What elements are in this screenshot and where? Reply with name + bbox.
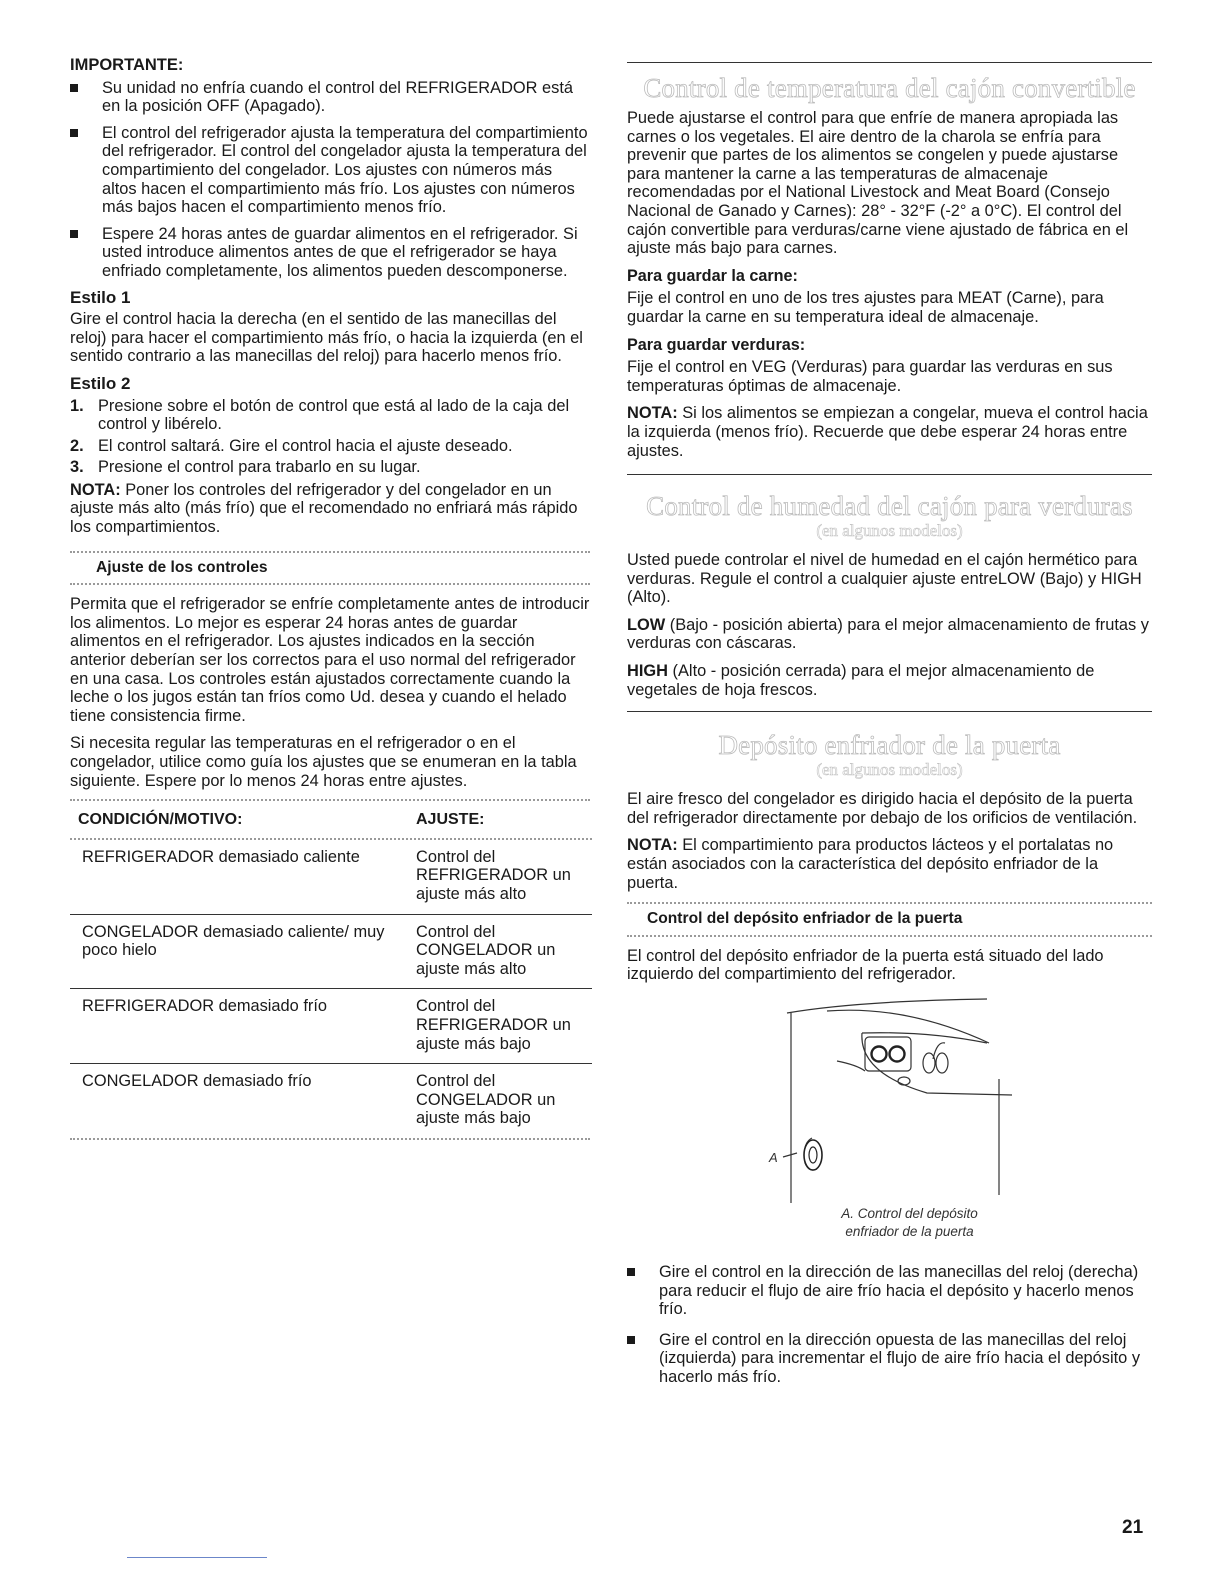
importante-list	[70, 79, 590, 281]
step-text: Presione sobre el botón de control que está al lado de la caja del control y libérelo.	[98, 396, 570, 434]
dotted-divider	[70, 1138, 590, 1140]
section-rule	[627, 711, 1152, 712]
table-row	[70, 1064, 592, 1138]
table-row	[70, 840, 592, 914]
right-column	[627, 62, 1152, 1395]
control-deposito-text: El control del depósito enfriador de la puerta está situado del lado izquierdo del compartimiento del refrigerador.	[627, 946, 1104, 984]
humedad-high	[627, 662, 1152, 699]
estilo2-step-2	[70, 437, 590, 456]
door-bin-diagram	[627, 993, 1152, 1203]
table-cell-adjustment: Control del REFRIGERADOR un ajuste más alto	[416, 847, 571, 903]
note-text: El compartimiento para productos lácteos y el portalatas no están asociados con la característica del depósito enfriador de la puerta.	[627, 836, 1114, 892]
note-label: NOTA:	[70, 480, 121, 499]
table-row	[70, 989, 592, 1064]
table-cell-adjustment: Control del CONGELADOR un ajuste más bajo	[408, 1064, 592, 1138]
estilo2-step-3	[70, 458, 590, 477]
carne-text: Fije el control en uno de los tres ajustes para MEAT (Carne), para guardar la carne en su temperatura ideal de almacenaje.	[627, 289, 1104, 326]
deposito-heading: Depósito enfriador de la puerta	[718, 730, 1061, 761]
humedad-low	[627, 616, 1152, 653]
table-header-adjustment: AJUSTE:	[416, 811, 485, 829]
ajuste-paragraph-1: Permita que el refrigerador se enfríe completamente antes de introducir los alimentos. Lo mejor es esperar 24 horas antes de guardar alimentos en el refrigerador. Los ajustes indicados en la sección anterior deberían ser los correctos para el uso normal del refrigerador en una casa. Los controles están ajustados correctamente cuando la leche o los jugos están tan fríos como Ud. desea y cuando el helado tiene consistencia firme.	[70, 595, 590, 725]
humedad-subtitle: (en algunos modelos)	[816, 521, 963, 541]
door-bin-control-figure	[627, 993, 1152, 1203]
dotted-divider	[70, 799, 590, 801]
verduras-text: Fije el control en VEG (Verduras) para guardar las verduras en sus temperaturas óptimas de almacenaje.	[627, 358, 1113, 395]
left-column	[70, 56, 590, 1140]
control-deposito-bullet-1: Gire el control en la dirección de las manecillas del reloj (derecha) para reducir el flujo de aire frío hacia el depósito y hacerlo menos frío.	[627, 1263, 1152, 1319]
section-rule	[627, 62, 1152, 63]
ajuste-paragraph-2: Si necesita regular las temperaturas en el refrigerador o en el congelador, utilice como guía los ajustes que se enumeran en la tabla siguiente. Espere por lo menos 24 horas entre ajustes.	[70, 734, 577, 790]
humedad-text: Usted puede controlar el nivel de humedad en el cajón hermético para verduras. Regule el control a cualquier ajuste entreLOW (Bajo) y HIGH (Alto).	[627, 551, 1142, 607]
carne-heading: Para guardar la carne:	[627, 266, 798, 285]
estilo1-text: Gire el control hacia la derecha (en el sentido de las manecillas del reloj) para hacer el compartimiento más frío, o hacia la izquierda (en el sentido contrario a las manecillas del reloj) para hacerlo menos frío.	[70, 310, 583, 366]
footer-line	[127, 1557, 267, 1558]
table-cell-condition: REFRIGERADOR demasiado caliente	[82, 847, 360, 866]
note-label: NOTA:	[627, 836, 678, 855]
table-row	[70, 914, 592, 989]
estilo2-steps	[70, 397, 590, 477]
table-header-row	[70, 805, 592, 838]
section-rule	[627, 474, 1152, 475]
table-cell-condition: CONGELADOR demasiado caliente/ muy poco hielo	[70, 914, 408, 989]
adjustment-table	[70, 805, 592, 1138]
figure-caption	[667, 1205, 1152, 1241]
importante-bullet-1: Su unidad no enfría cuando el control del REFRIGERADOR está en la posición OFF (Apagado).	[70, 79, 590, 116]
figure-label-a: A	[769, 1150, 778, 1165]
deposito-subtitle: (en algunos modelos)	[816, 760, 963, 780]
estilo1-heading: Estilo 1	[70, 287, 131, 307]
control-deposito-heading: Control del depósito enfriador de la puerta	[647, 910, 963, 928]
ajuste-heading: Ajuste de los controles	[96, 558, 268, 576]
high-label: HIGH	[627, 662, 668, 681]
note-text: Poner los controles del refrigerador y del congelador en un ajuste más alto (más frío) que el recomendado no enfriará más rápido los compartimientos.	[70, 480, 578, 537]
page-number: 21	[1122, 1517, 1144, 1538]
deposito-text: El aire fresco del congelador es dirigido hacia el depósito de la puerta del refrigerador directamente por debajo de los orificios de ventilación.	[627, 790, 1138, 827]
estilo2-step-1	[70, 397, 590, 434]
control-deposito-list	[627, 1263, 1152, 1387]
table-cell-adjustment: Control del REFRIGERADOR un ajuste más bajo	[408, 989, 592, 1064]
caption-line-2: enfriador de la puerta	[845, 1224, 974, 1239]
deposito-note	[627, 836, 1152, 892]
importante-heading: IMPORTANTE:	[70, 56, 184, 74]
low-text: (Bajo - posición abierta) para el mejor almacenamiento de frutas y verduras con cáscaras.	[627, 615, 1149, 653]
table-cell-condition: REFRIGERADOR demasiado frío	[70, 989, 408, 1064]
convertible-note	[627, 404, 1152, 460]
convertible-text: Puede ajustarse el control para que enfríe de manera apropiada las carnes o los vegetales. El aire dentro de la charola se enfría para prevenir que partes de los alimentos se congelen y puede ajustarse para mantener la carne a las temperaturas de almacenaje recomendadas por el National Livestock and Meat Board (Consejo Nacional de Ganado y Carnes): 28° - 32°F (-2° a 0°C). El control del cajón convertible para verduras/carne viene ajustado de fábrica en el ajuste más bajo para carnes.	[627, 109, 1129, 258]
step-text: El control saltará. Gire el control hacia el ajuste deseado.	[98, 436, 513, 455]
importante-bullet-3: Espere 24 horas antes de guardar alimentos en el refrigerador. Si usted introduce alimentos antes de que el refrigerador se haya enfriado completamente, los alimentos pueden descomponerse.	[70, 225, 590, 281]
high-text: (Alto - posición cerrada) para el mejor almacenamiento de vegetales de hoja frescos.	[627, 662, 1095, 699]
step-number: 1.	[70, 396, 84, 415]
dotted-divider	[627, 935, 1152, 937]
importante-bullet-2: El control del refrigerador ajusta la temperatura del compartimiento del refrigerador. El control del congelador ajusta la temperatura del compartimiento del congelador. Los ajustes con números más altos hacen el compartimiento más frío. Los ajustes con números más bajos hacen el compartimiento menos frío.	[70, 124, 590, 217]
estilo2-note	[70, 481, 590, 537]
convertible-heading: Control de temperatura del cajón convertible	[643, 73, 1136, 103]
caption-line-1: A. Control del depósito	[841, 1206, 978, 1221]
step-text: Presione el control para trabarlo en su lugar.	[98, 458, 421, 477]
control-deposito-bullet-2: Gire el control en la dirección opuesta de las manecillas del reloj (izquierda) para incrementar el flujo de aire frío hacia el depósito y hacerlo más frío.	[627, 1331, 1152, 1387]
step-number: 2.	[70, 436, 84, 455]
note-text: Si los alimentos se empiezan a congelar, mueva el control hacia la izquierda (menos frío). Recuerde que debe esperar 24 horas entre ajustes.	[627, 404, 1148, 460]
control-knob-icon	[872, 1047, 949, 1074]
estilo2-heading: Estilo 2	[70, 373, 131, 393]
note-label: NOTA:	[627, 404, 678, 423]
dotted-divider	[70, 583, 590, 585]
door-bin-dial-icon	[804, 1140, 822, 1170]
table-header-condition: CONDICIÓN/MOTIVO:	[78, 811, 243, 829]
low-label: LOW	[627, 615, 666, 634]
verduras-heading: Para guardar verduras:	[627, 335, 806, 354]
humedad-heading: Control de humedad del cajón para verduras	[646, 491, 1133, 522]
step-number: 3.	[70, 458, 84, 477]
table-cell-condition: CONGELADOR demasiado frío	[70, 1064, 408, 1138]
table-cell-adjustment: Control del CONGELADOR un ajuste más alto	[408, 914, 592, 989]
